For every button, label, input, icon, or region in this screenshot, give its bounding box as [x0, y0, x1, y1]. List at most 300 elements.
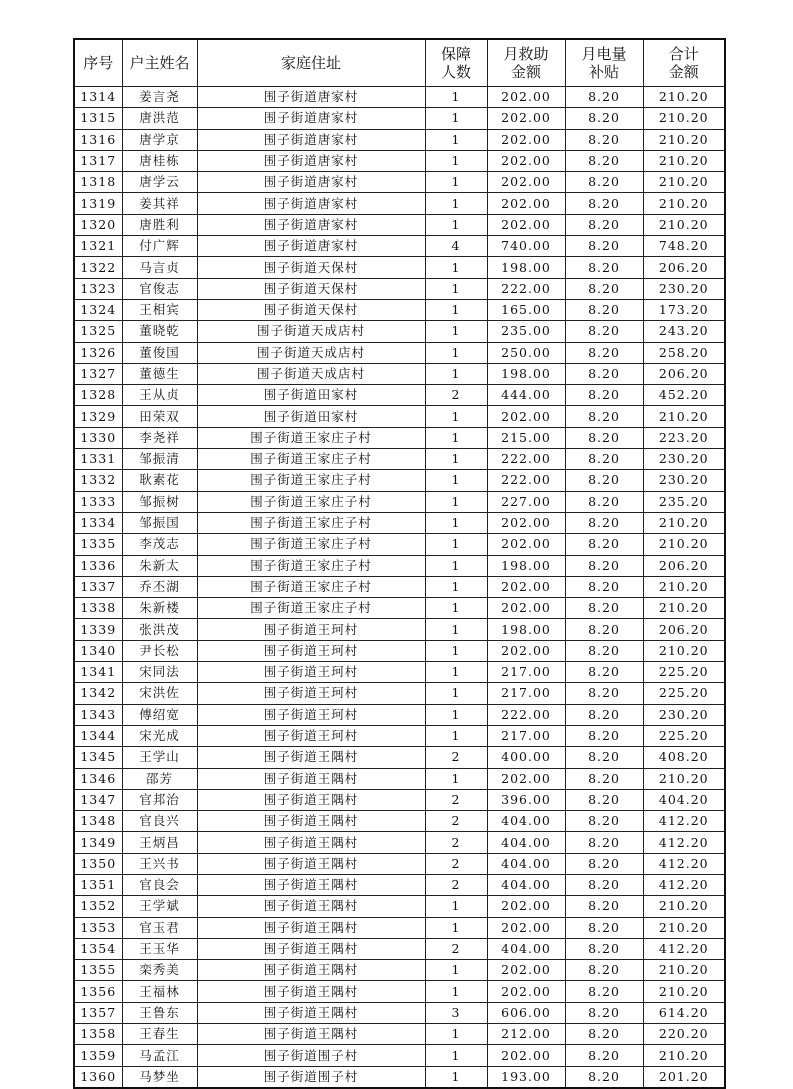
cell-address: 围子街道王家庄子村 [197, 598, 425, 619]
cell-address: 围子街道围子村 [197, 1066, 425, 1088]
cell-relief: 227.00 [487, 491, 565, 512]
cell-name: 李尧祥 [122, 427, 197, 448]
cell-relief: 202.00 [487, 193, 565, 214]
cell-relief: 202.00 [487, 640, 565, 661]
cell-subsidy: 8.20 [565, 938, 643, 959]
cell-total: 452.20 [643, 385, 725, 406]
cell-name: 宋洪佐 [122, 683, 197, 704]
cell-subsidy: 8.20 [565, 811, 643, 832]
cell-relief: 217.00 [487, 683, 565, 704]
cell-address: 围子街道天成店村 [197, 342, 425, 363]
cell-address: 围子街道田家村 [197, 385, 425, 406]
cell-serial: 1329 [74, 406, 122, 427]
cell-relief: 198.00 [487, 619, 565, 640]
cell-persons: 2 [425, 385, 487, 406]
cell-persons: 1 [425, 214, 487, 235]
cell-serial: 1332 [74, 470, 122, 491]
cell-total: 210.20 [643, 896, 725, 917]
table-row [74, 555, 725, 576]
cell-serial: 1321 [74, 236, 122, 257]
cell-total: 243.20 [643, 321, 725, 342]
cell-address: 围子街道王家庄子村 [197, 555, 425, 576]
cell-relief: 444.00 [487, 385, 565, 406]
cell-address: 围子街道围子村 [197, 1045, 425, 1066]
table-row [74, 108, 725, 129]
cell-total: 210.20 [643, 598, 725, 619]
cell-subsidy: 8.20 [565, 619, 643, 640]
cell-address: 围子街道唐家村 [197, 87, 425, 108]
cell-total: 230.20 [643, 449, 725, 470]
cell-serial: 1325 [74, 321, 122, 342]
table-row [74, 385, 725, 406]
cell-address: 围子街道王珂村 [197, 640, 425, 661]
cell-serial: 1354 [74, 938, 122, 959]
cell-subsidy: 8.20 [565, 214, 643, 235]
cell-total: 412.20 [643, 874, 725, 895]
cell-relief: 222.00 [487, 278, 565, 299]
cell-address: 围子街道王隅村 [197, 960, 425, 981]
table-row [74, 747, 725, 768]
cell-address: 围子街道田家村 [197, 406, 425, 427]
cell-serial: 1349 [74, 832, 122, 853]
table-row [74, 1024, 725, 1045]
cell-address: 围子街道王珂村 [197, 619, 425, 640]
cell-serial: 1351 [74, 874, 122, 895]
cell-address: 围子街道王家庄子村 [197, 512, 425, 533]
cell-name: 马孟江 [122, 1045, 197, 1066]
header-serial: 序号 [74, 39, 122, 87]
cell-serial: 1353 [74, 917, 122, 938]
cell-subsidy: 8.20 [565, 129, 643, 150]
cell-persons: 1 [425, 1024, 487, 1045]
cell-address: 围子街道唐家村 [197, 129, 425, 150]
cell-subsidy: 8.20 [565, 704, 643, 725]
cell-address: 围子街道王珂村 [197, 662, 425, 683]
cell-persons: 2 [425, 811, 487, 832]
cell-address: 围子街道王隅村 [197, 789, 425, 810]
cell-address: 围子街道王隅村 [197, 768, 425, 789]
table-row [74, 193, 725, 214]
cell-persons: 1 [425, 470, 487, 491]
cell-total: 210.20 [643, 129, 725, 150]
cell-total: 210.20 [643, 87, 725, 108]
cell-total: 614.20 [643, 1002, 725, 1023]
cell-relief: 404.00 [487, 874, 565, 895]
header-address: 家庭住址 [197, 39, 425, 87]
cell-relief: 202.00 [487, 214, 565, 235]
cell-address: 围子街道唐家村 [197, 193, 425, 214]
cell-serial: 1337 [74, 576, 122, 597]
table-row [74, 172, 725, 193]
table-row [74, 534, 725, 555]
table-row [74, 1002, 725, 1023]
cell-subsidy: 8.20 [565, 981, 643, 1002]
cell-subsidy: 8.20 [565, 321, 643, 342]
cell-persons: 1 [425, 342, 487, 363]
cell-persons: 1 [425, 640, 487, 661]
cell-persons: 1 [425, 108, 487, 129]
cell-subsidy: 8.20 [565, 917, 643, 938]
cell-subsidy: 8.20 [565, 193, 643, 214]
cell-persons: 1 [425, 1045, 487, 1066]
cell-serial: 1323 [74, 278, 122, 299]
cell-serial: 1346 [74, 768, 122, 789]
cell-relief: 202.00 [487, 87, 565, 108]
cell-serial: 1316 [74, 129, 122, 150]
table-row [74, 449, 725, 470]
cell-persons: 2 [425, 853, 487, 874]
header-householder-name: 户主姓名 [122, 39, 197, 87]
table-row [74, 299, 725, 320]
cell-relief: 202.00 [487, 150, 565, 171]
cell-relief: 396.00 [487, 789, 565, 810]
cell-name: 唐洪范 [122, 108, 197, 129]
cell-relief: 202.00 [487, 917, 565, 938]
cell-name: 栾秀美 [122, 960, 197, 981]
cell-persons: 1 [425, 321, 487, 342]
cell-address: 围子街道王珂村 [197, 704, 425, 725]
cell-persons: 1 [425, 406, 487, 427]
cell-relief: 235.00 [487, 321, 565, 342]
cell-subsidy: 8.20 [565, 491, 643, 512]
cell-serial: 1355 [74, 960, 122, 981]
table-row [74, 470, 725, 491]
cell-total: 230.20 [643, 704, 725, 725]
cell-address: 围子街道天成店村 [197, 321, 425, 342]
cell-address: 围子街道唐家村 [197, 172, 425, 193]
cell-total: 206.20 [643, 619, 725, 640]
cell-name: 尹长松 [122, 640, 197, 661]
cell-name: 邹振清 [122, 449, 197, 470]
cell-name: 姜言尧 [122, 87, 197, 108]
table-row [74, 321, 725, 342]
cell-relief: 202.00 [487, 598, 565, 619]
cell-persons: 1 [425, 150, 487, 171]
cell-name: 邹振国 [122, 512, 197, 533]
cell-serial: 1330 [74, 427, 122, 448]
cell-persons: 1 [425, 896, 487, 917]
cell-persons: 1 [425, 87, 487, 108]
cell-serial: 1317 [74, 150, 122, 171]
cell-total: 225.20 [643, 683, 725, 704]
cell-name: 官俊志 [122, 278, 197, 299]
cell-persons: 2 [425, 832, 487, 853]
cell-subsidy: 8.20 [565, 960, 643, 981]
cell-name: 唐桂栋 [122, 150, 197, 171]
cell-address: 围子街道唐家村 [197, 214, 425, 235]
table-row [74, 938, 725, 959]
cell-total: 210.20 [643, 512, 725, 533]
cell-address: 围子街道王隅村 [197, 938, 425, 959]
cell-subsidy: 8.20 [565, 640, 643, 661]
table-row [74, 704, 725, 725]
cell-relief: 202.00 [487, 768, 565, 789]
cell-serial: 1339 [74, 619, 122, 640]
cell-serial: 1341 [74, 662, 122, 683]
cell-relief: 202.00 [487, 1045, 565, 1066]
cell-name: 王相宾 [122, 299, 197, 320]
cell-relief: 202.00 [487, 108, 565, 129]
cell-subsidy: 8.20 [565, 896, 643, 917]
cell-address: 围子街道王家庄子村 [197, 534, 425, 555]
cell-total: 173.20 [643, 299, 725, 320]
cell-persons: 1 [425, 278, 487, 299]
cell-serial: 1322 [74, 257, 122, 278]
table-row [74, 342, 725, 363]
cell-subsidy: 8.20 [565, 236, 643, 257]
table-row [74, 853, 725, 874]
cell-total: 206.20 [643, 363, 725, 384]
cell-total: 748.20 [643, 236, 725, 257]
table-row [74, 598, 725, 619]
cell-persons: 4 [425, 236, 487, 257]
cell-total: 210.20 [643, 172, 725, 193]
cell-name: 唐学云 [122, 172, 197, 193]
table-row [74, 960, 725, 981]
table-row [74, 662, 725, 683]
cell-name: 王学山 [122, 747, 197, 768]
cell-persons: 1 [425, 981, 487, 1002]
cell-total: 201.20 [643, 1066, 725, 1088]
header-row [74, 39, 725, 87]
cell-persons: 1 [425, 491, 487, 512]
cell-subsidy: 8.20 [565, 874, 643, 895]
cell-subsidy: 8.20 [565, 747, 643, 768]
cell-subsidy: 8.20 [565, 150, 643, 171]
cell-relief: 606.00 [487, 1002, 565, 1023]
cell-name: 官玉君 [122, 917, 197, 938]
cell-subsidy: 8.20 [565, 1024, 643, 1045]
cell-name: 李茂志 [122, 534, 197, 555]
cell-subsidy: 8.20 [565, 725, 643, 746]
cell-persons: 1 [425, 555, 487, 576]
cell-subsidy: 8.20 [565, 768, 643, 789]
cell-name: 官良会 [122, 874, 197, 895]
cell-serial: 1320 [74, 214, 122, 235]
cell-total: 225.20 [643, 725, 725, 746]
cell-persons: 1 [425, 534, 487, 555]
cell-serial: 1352 [74, 896, 122, 917]
cell-subsidy: 8.20 [565, 172, 643, 193]
cell-total: 412.20 [643, 938, 725, 959]
cell-total: 210.20 [643, 768, 725, 789]
cell-persons: 1 [425, 172, 487, 193]
cell-persons: 1 [425, 576, 487, 597]
cell-serial: 1327 [74, 363, 122, 384]
cell-persons: 1 [425, 662, 487, 683]
cell-persons: 1 [425, 449, 487, 470]
cell-total: 210.20 [643, 917, 725, 938]
cell-serial: 1324 [74, 299, 122, 320]
cell-total: 210.20 [643, 534, 725, 555]
cell-total: 210.20 [643, 640, 725, 661]
cell-name: 田荣双 [122, 406, 197, 427]
cell-total: 210.20 [643, 108, 725, 129]
cell-relief: 250.00 [487, 342, 565, 363]
cell-serial: 1345 [74, 747, 122, 768]
cell-name: 乔丕湖 [122, 576, 197, 597]
cell-subsidy: 8.20 [565, 853, 643, 874]
cell-name: 董德生 [122, 363, 197, 384]
cell-persons: 2 [425, 874, 487, 895]
cell-serial: 1334 [74, 512, 122, 533]
cell-persons: 1 [425, 1066, 487, 1088]
cell-serial: 1344 [74, 725, 122, 746]
cell-address: 围子街道王家庄子村 [197, 576, 425, 597]
cell-total: 210.20 [643, 193, 725, 214]
cell-relief: 202.00 [487, 512, 565, 533]
cell-subsidy: 8.20 [565, 555, 643, 576]
table-row [74, 874, 725, 895]
cell-address: 围子街道王隅村 [197, 832, 425, 853]
cell-total: 412.20 [643, 832, 725, 853]
cell-address: 围子街道王家庄子村 [197, 427, 425, 448]
cell-persons: 2 [425, 747, 487, 768]
cell-persons: 1 [425, 768, 487, 789]
table-row [74, 363, 725, 384]
cell-persons: 1 [425, 725, 487, 746]
header-power-subsidy: 月电量 补贴 [565, 39, 643, 87]
cell-persons: 1 [425, 193, 487, 214]
cell-address: 围子街道天成店村 [197, 363, 425, 384]
cell-relief: 202.00 [487, 406, 565, 427]
cell-name: 王玉华 [122, 938, 197, 959]
cell-serial: 1360 [74, 1066, 122, 1088]
header-monthly-relief: 月救助 金额 [487, 39, 565, 87]
cell-relief: 165.00 [487, 299, 565, 320]
cell-total: 210.20 [643, 981, 725, 1002]
header-persons: 保障 人数 [425, 39, 487, 87]
cell-relief: 198.00 [487, 363, 565, 384]
cell-serial: 1350 [74, 853, 122, 874]
cell-relief: 740.00 [487, 236, 565, 257]
cell-subsidy: 8.20 [565, 1066, 643, 1088]
cell-name: 王鲁东 [122, 1002, 197, 1023]
cell-total: 206.20 [643, 555, 725, 576]
relief-table [73, 38, 726, 1089]
cell-name: 王福林 [122, 981, 197, 1002]
cell-serial: 1315 [74, 108, 122, 129]
cell-name: 王学斌 [122, 896, 197, 917]
cell-relief: 202.00 [487, 534, 565, 555]
cell-total: 408.20 [643, 747, 725, 768]
cell-address: 围子街道王隅村 [197, 981, 425, 1002]
cell-address: 围子街道王隅村 [197, 747, 425, 768]
cell-name: 邵芳 [122, 768, 197, 789]
cell-name: 王炳昌 [122, 832, 197, 853]
cell-subsidy: 8.20 [565, 789, 643, 810]
cell-serial: 1326 [74, 342, 122, 363]
cell-serial: 1343 [74, 704, 122, 725]
table-row [74, 640, 725, 661]
cell-name: 朱新楼 [122, 598, 197, 619]
cell-address: 围子街道唐家村 [197, 236, 425, 257]
cell-relief: 222.00 [487, 704, 565, 725]
cell-total: 210.20 [643, 214, 725, 235]
cell-name: 邹振树 [122, 491, 197, 512]
cell-serial: 1318 [74, 172, 122, 193]
cell-name: 唐胜利 [122, 214, 197, 235]
cell-persons: 1 [425, 960, 487, 981]
cell-persons: 1 [425, 917, 487, 938]
cell-relief: 222.00 [487, 449, 565, 470]
cell-address: 围子街道王家庄子村 [197, 491, 425, 512]
cell-total: 210.20 [643, 576, 725, 597]
cell-name: 董晓乾 [122, 321, 197, 342]
cell-serial: 1328 [74, 385, 122, 406]
cell-total: 225.20 [643, 662, 725, 683]
table-body [74, 87, 725, 1088]
table-row [74, 257, 725, 278]
cell-total: 258.20 [643, 342, 725, 363]
cell-relief: 202.00 [487, 960, 565, 981]
cell-serial: 1340 [74, 640, 122, 661]
cell-subsidy: 8.20 [565, 534, 643, 555]
cell-total: 223.20 [643, 427, 725, 448]
cell-subsidy: 8.20 [565, 299, 643, 320]
cell-total: 210.20 [643, 1045, 725, 1066]
cell-name: 付广辉 [122, 236, 197, 257]
cell-relief: 202.00 [487, 576, 565, 597]
cell-relief: 198.00 [487, 555, 565, 576]
cell-persons: 1 [425, 257, 487, 278]
cell-total: 230.20 [643, 278, 725, 299]
cell-name: 唐学京 [122, 129, 197, 150]
table-row [74, 87, 725, 108]
cell-persons: 2 [425, 938, 487, 959]
cell-serial: 1319 [74, 193, 122, 214]
cell-name: 宋同法 [122, 662, 197, 683]
cell-address: 围子街道天保村 [197, 278, 425, 299]
cell-address: 围子街道王家庄子村 [197, 470, 425, 491]
cell-address: 围子街道天保村 [197, 257, 425, 278]
table-row [74, 619, 725, 640]
cell-persons: 2 [425, 789, 487, 810]
cell-relief: 202.00 [487, 129, 565, 150]
cell-serial: 1338 [74, 598, 122, 619]
cell-persons: 1 [425, 512, 487, 533]
cell-subsidy: 8.20 [565, 278, 643, 299]
cell-serial: 1347 [74, 789, 122, 810]
table-row [74, 214, 725, 235]
cell-relief: 404.00 [487, 811, 565, 832]
cell-name: 官邦治 [122, 789, 197, 810]
cell-persons: 1 [425, 299, 487, 320]
cell-subsidy: 8.20 [565, 87, 643, 108]
cell-relief: 202.00 [487, 896, 565, 917]
table-row [74, 576, 725, 597]
cell-persons: 1 [425, 598, 487, 619]
cell-relief: 215.00 [487, 427, 565, 448]
cell-serial: 1357 [74, 1002, 122, 1023]
table-row [74, 981, 725, 1002]
cell-subsidy: 8.20 [565, 449, 643, 470]
cell-serial: 1358 [74, 1024, 122, 1045]
cell-persons: 1 [425, 427, 487, 448]
cell-name: 王从贞 [122, 385, 197, 406]
cell-serial: 1356 [74, 981, 122, 1002]
table-row [74, 896, 725, 917]
cell-subsidy: 8.20 [565, 662, 643, 683]
cell-subsidy: 8.20 [565, 257, 643, 278]
cell-total: 220.20 [643, 1024, 725, 1045]
table-row [74, 832, 725, 853]
cell-relief: 202.00 [487, 172, 565, 193]
cell-relief: 404.00 [487, 853, 565, 874]
table-row [74, 406, 725, 427]
cell-name: 官良兴 [122, 811, 197, 832]
table-row [74, 811, 725, 832]
